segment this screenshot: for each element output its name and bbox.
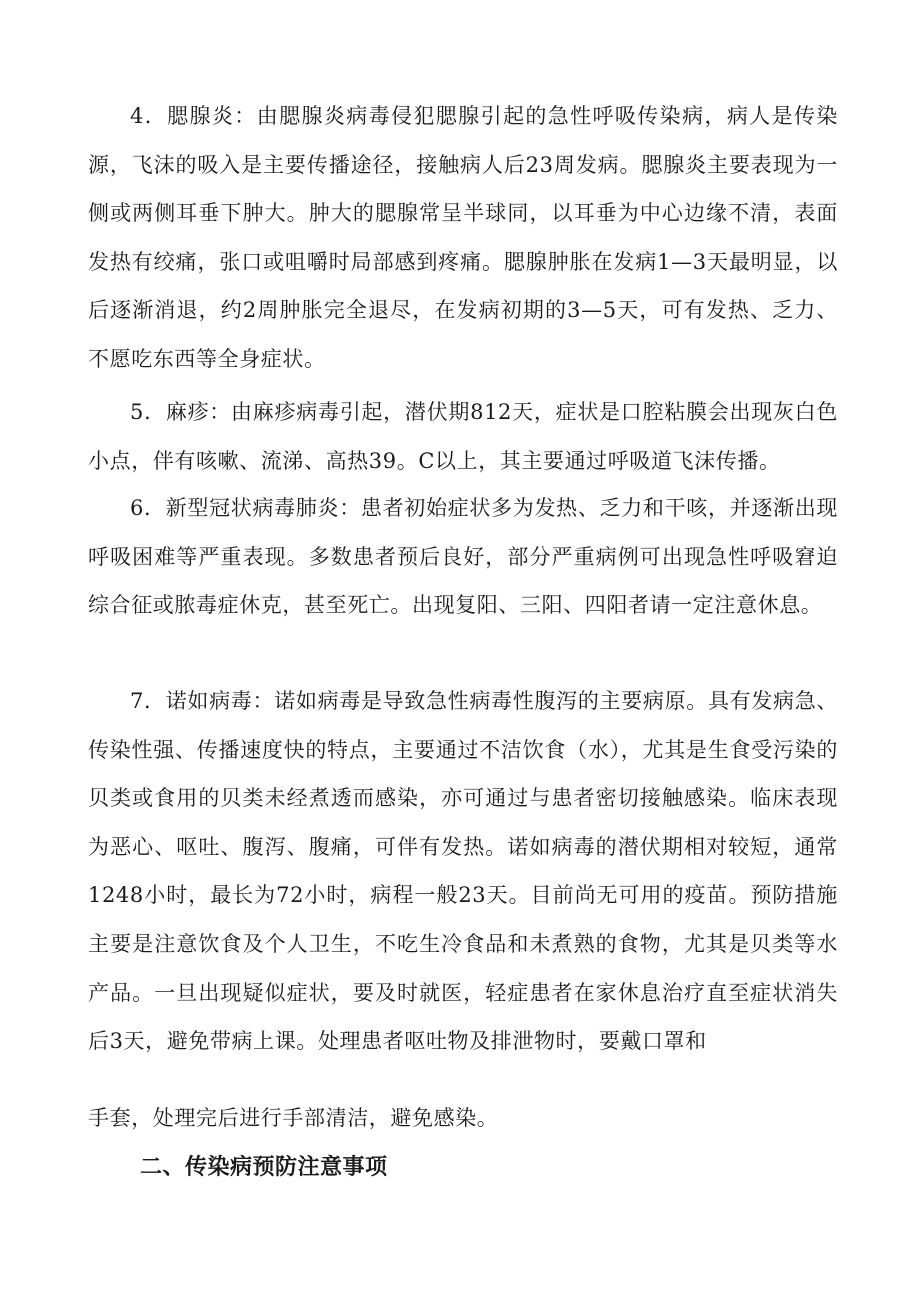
paragraph-mumps: 4．腮腺炎：由腮腺炎病毒侵犯腮腺引起的急性呼吸传染病，病人是传染源，飞沫的吸入是主要传播途径，接触病人后23周发病。腮腺炎主要表现为一侧或两侧耳垂下肿大。肿大的腮腺常呈半球同，以耳垂为中心边缘不清，表面发热有绞痛，张口或咀嚼时局部感到疼痛。腮腺肿胀在发病1—3天最明显，以后逐渐消退，约2周肿胀完全退尽，在发病初期的3—5天，可有发热、乏力、不愿吃东西等全身症状。 [88, 104, 838, 371]
section-heading: 二、传染病预防注意事项 [140, 1155, 388, 1180]
continuation-line: 手套，处理完后进行手部清洁，避免感染。 [88, 1106, 499, 1130]
paragraph-norovirus: 7．诺如病毒：诺如病毒是导致急性病毒性腹泻的主要病原。具有发病急、传染性强、传播速度快的特点，主要通过不洁饮食（水），尤其是生食受污染的贝类或食用的贝类未经煮透而感染，亦可通过与患者密切接触感染。临床表现为恶心、呕吐、腹泻、腹痛，可伴有发热。诺如病毒的潜伏期相对较短，通常1248小时，最长为72小时，病程一般23天。目前尚无可用的疫苗。预防措施主要是注意饮食及个人卫生，不吃生冷食品和未煮熟的食物，尤其是贝类等水产品。一旦出现疑似症状，要及时就医，轻症患者在家休息治疗直至症状消失后3天，避免带病上课。处理患者呕吐物及排泄物时，要戴口罩和 [88, 689, 838, 1054]
paragraph-covid: 6．新型冠状病毒肺炎：患者初始症状多为发热、乏力和干咳，并逐渐出现呼吸困难等严重表现。多数患者预后良好，部分严重病例可出现急性呼吸窘迫综合征或脓毒症休克，甚至死亡。出现复阳、三阳、四阳者请一定注意休息。 [88, 496, 838, 618]
paragraph-measles: 5．麻疹：由麻疹病毒引起，潜伏期812天，症状是口腔粘膜会出现灰白色小点，伴有咳嗽、流涕、高热39。C以上，其主要通过呼吸道飞沫传播。 [88, 400, 838, 473]
